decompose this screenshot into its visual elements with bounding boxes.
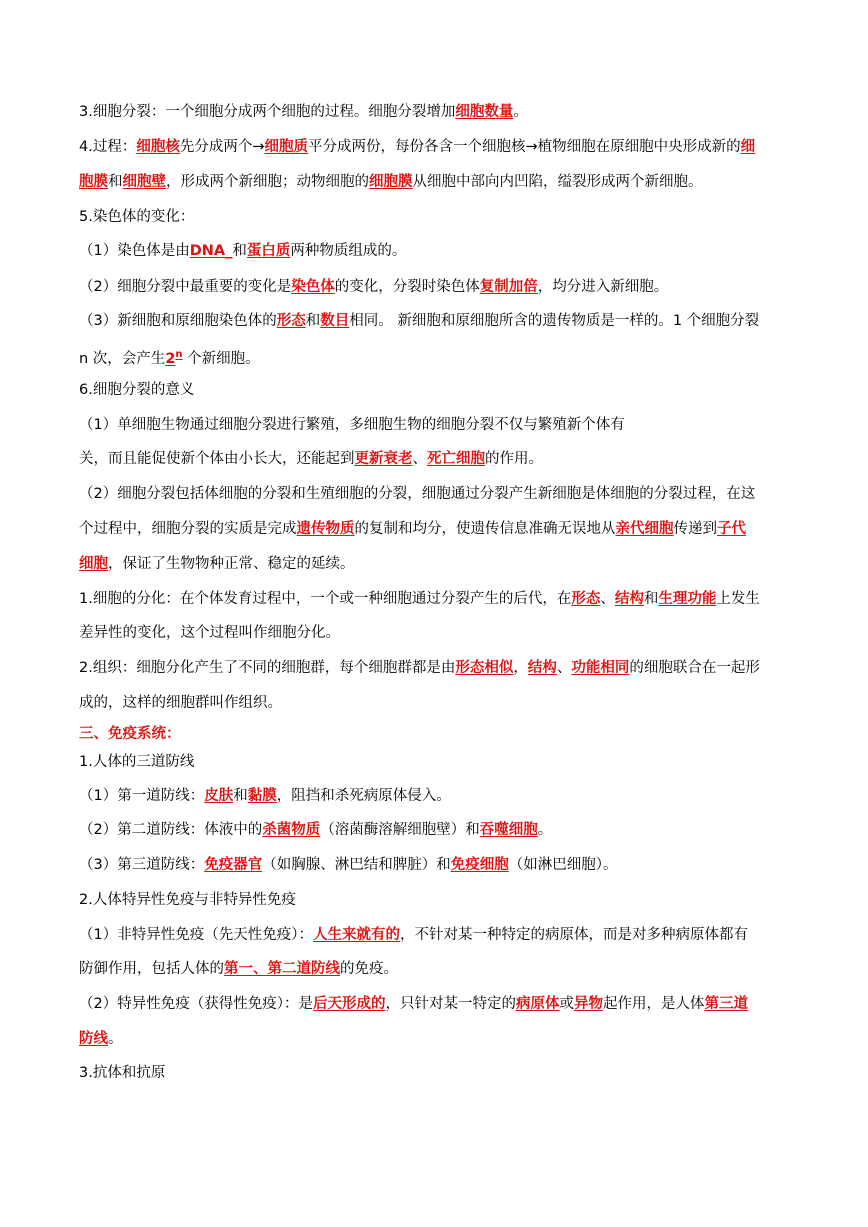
text-line (79, 924, 791, 946)
key-term: 结构 (527, 660, 557, 676)
key-term: 吞噬细胞 (479, 822, 538, 838)
text-line (79, 993, 791, 1015)
text-segment: 防御作用，包括人体的 (79, 961, 224, 977)
key-term: 第一、第二道防线 (224, 961, 340, 977)
key-term: 第三道 (704, 996, 748, 1012)
text-segment: 成的，这样的细胞群叫作组织。 (79, 695, 282, 711)
key-term: 细胞 (79, 556, 108, 572)
text-line (79, 310, 791, 332)
text-segment: 三、免疫系统： (79, 726, 181, 742)
text-segment: ，均分进入新细胞。 (537, 279, 669, 295)
text-line (79, 344, 791, 370)
text-segment: （如胸腺、淋巴结和脾脏）和 (262, 857, 451, 873)
text-line (79, 171, 791, 193)
text-line (79, 101, 791, 123)
key-term: 更新衰老 (354, 451, 413, 467)
text-segment: （2）细胞分裂包括体细胞的分裂和生殖细胞的分裂，细胞通过分裂产生新细胞是体细胞的分裂过程，在这 (79, 486, 756, 502)
key-term: 结构 (614, 591, 644, 607)
text-segment: 。 (513, 104, 528, 120)
key-term: 功能相同 (571, 660, 630, 676)
text-segment: （1）第一道防线： (79, 788, 205, 804)
text-segment: 6.细胞分裂的意义 (79, 382, 195, 398)
key-term: 后天形成的 (312, 996, 386, 1012)
text-segment: ，只针对某一特定的 (385, 996, 516, 1012)
text-line (79, 206, 791, 228)
key-term: 黏膜 (247, 788, 277, 804)
text-segment: 差异性的变化，这个过程叫作细胞分化。 (79, 625, 340, 641)
text-segment: 两种物质组成的。 (290, 243, 407, 259)
text-segment: ，保证了生物物种正常、稳定的延续。 (108, 556, 355, 572)
text-line (79, 136, 791, 158)
key-term: 皮肤 (204, 788, 234, 804)
key-term: 蛋白质 (246, 243, 291, 259)
key-term: 形态 (571, 591, 601, 607)
key-term: 形态 (276, 313, 306, 329)
key-term: 2 (165, 350, 176, 367)
text-segment: 和 (233, 788, 248, 804)
text-segment: 2.人体特异性免疫与非特异性免疫 (79, 892, 296, 908)
text-segment: 和 (643, 591, 659, 607)
text-segment: （溶菌酶溶解细胞壁）和 (320, 822, 480, 838)
text-segment: 平分成两份，每份各含一个细胞核→植物细胞在原细胞中央形成新的 (308, 139, 741, 155)
text-segment: 2.组织：细胞分化产生了不同的细胞群，每个细胞群都是由 (79, 660, 456, 676)
text-line (79, 276, 791, 298)
key-term: 防线 (79, 1031, 108, 1047)
text-segment: 5.染色体的变化： (79, 209, 195, 225)
text-segment: 关，而且能促使新个体由小长大，还能起到 (79, 451, 355, 467)
key-term: 染色体 (291, 279, 335, 295)
key-term: 人生来就有的 (312, 927, 400, 943)
text-line (79, 518, 791, 540)
key-term: 细胞核 (136, 139, 180, 155)
key-term: 细 (740, 139, 756, 155)
text-segment: 个新细胞。 (182, 350, 260, 367)
text-segment: 的复制和均分，使遗传信息准确无误地从 (354, 521, 616, 537)
key-term: DNA_ (189, 243, 233, 259)
text-segment: 1.细胞的分化：在个体发育过程中，一个或一种细胞通过分裂产生的后代，在 (79, 591, 572, 607)
text-segment: （1）染色体是由 (79, 243, 190, 259)
text-segment: 和 (232, 243, 247, 259)
key-term: 免疫器官 (204, 857, 263, 873)
text-segment: 的细胞联合在一起形 (629, 660, 760, 676)
text-line (79, 785, 791, 807)
key-term: 细胞质 (264, 139, 308, 155)
text-segment: 或 (559, 996, 574, 1012)
key-term: 杀菌物质 (262, 822, 321, 838)
text-segment: 、 (412, 451, 427, 467)
text-segment: （3）第三道防线： (79, 857, 205, 873)
key-term: 免疫细胞 (450, 857, 509, 873)
text-line (79, 1062, 791, 1084)
text-segment: 的免疫。 (340, 961, 398, 977)
text-segment: 3.细胞分裂：一个细胞分成两个细胞的过程。细胞分裂增加 (79, 104, 456, 120)
text-segment: （2）细胞分裂中最重要的变化是 (79, 279, 292, 295)
key-term: 子代 (717, 521, 746, 537)
text-segment: 3.抗体和抗原 (79, 1065, 166, 1081)
key-term: 亲代细胞 (615, 521, 674, 537)
text-line (79, 1028, 791, 1050)
text-line (79, 657, 791, 679)
key-term: 复制加倍 (479, 279, 538, 295)
text-line (79, 240, 791, 262)
text-segment: 的变化，分裂时染色体 (334, 279, 480, 295)
text-segment: 和 (108, 174, 123, 190)
text-segment: 起作用，是人体 (602, 996, 705, 1012)
text-segment: 上发生 (716, 591, 760, 607)
key-term: 细胞数量 (455, 104, 514, 120)
key-term: 遗传物质 (296, 521, 355, 537)
text-line (79, 819, 791, 841)
key-term: 死亡细胞 (427, 451, 485, 467)
key-term: 细胞壁 (122, 174, 166, 190)
key-term: 生理功能 (658, 591, 717, 607)
text-line (79, 379, 791, 401)
text-segment: 相同。 新细胞和原细胞所含的遗传物质是一样的。1 个细胞分裂 (349, 313, 760, 329)
text-segment: （如淋巴细胞）。 (508, 857, 618, 873)
text-segment: 传递到 (673, 521, 717, 537)
text-line (79, 889, 791, 911)
text-line (79, 553, 791, 575)
text-segment: 从细胞中部向内凹陷，缢裂形成两个新细胞。 (412, 174, 703, 190)
text-segment: 先分成两个→ (179, 139, 265, 155)
text-line (79, 622, 791, 644)
text-segment: 个过程中，细胞分裂的实质是完成 (79, 521, 297, 537)
text-segment: （2）特异性免疫（获得性免疫）：是 (79, 996, 313, 1012)
text-segment: （1）非特异性免疫（先天性免疫）： (79, 927, 313, 943)
text-line (79, 958, 791, 980)
text-segment: 和 (305, 313, 321, 329)
text-segment: 。 (537, 822, 553, 838)
text-segment: ，不针对某一种特定的病原体，而是对多种病原体都有 (399, 927, 748, 943)
section-heading (79, 723, 791, 745)
text-segment: ， (513, 660, 528, 676)
key-term: 异物 (573, 996, 603, 1012)
text-segment: （3）新细胞和原细胞染色体的 (79, 313, 277, 329)
text-segment: ，形成两个新细胞；动物细胞的 (166, 174, 369, 190)
text-line (79, 588, 791, 610)
text-line (79, 483, 791, 505)
key-term: 细胞膜 (369, 174, 413, 190)
key-term: 胞膜 (79, 174, 108, 190)
text-line (79, 414, 791, 436)
key-term: 数目 (320, 313, 350, 329)
text-line (79, 448, 791, 470)
text-segment: （1）单细胞生物通过细胞分裂进行繁殖，多细胞生物的细胞分裂不仅与繁殖新个体有 (79, 417, 625, 433)
text-line (79, 751, 791, 773)
text-segment: 的作用。 (485, 451, 543, 467)
key-term: 病原体 (515, 996, 560, 1012)
text-segment: n 次，会产生 (79, 350, 166, 367)
text-line (79, 854, 791, 876)
text-segment: 。 (108, 1031, 123, 1047)
text-segment: ，阻挡和杀死病原体侵入。 (276, 788, 451, 804)
key-term: 形态相似 (455, 660, 514, 676)
text-segment: 1.人体的三道防线 (79, 754, 195, 770)
text-line (79, 692, 791, 714)
text-segment: 、 (556, 660, 572, 676)
text-segment: 4.过程： (79, 139, 137, 155)
text-segment: 、 (600, 591, 615, 607)
key-term: n (175, 349, 183, 360)
text-segment: （2）第二道防线：体液中的 (79, 822, 263, 838)
